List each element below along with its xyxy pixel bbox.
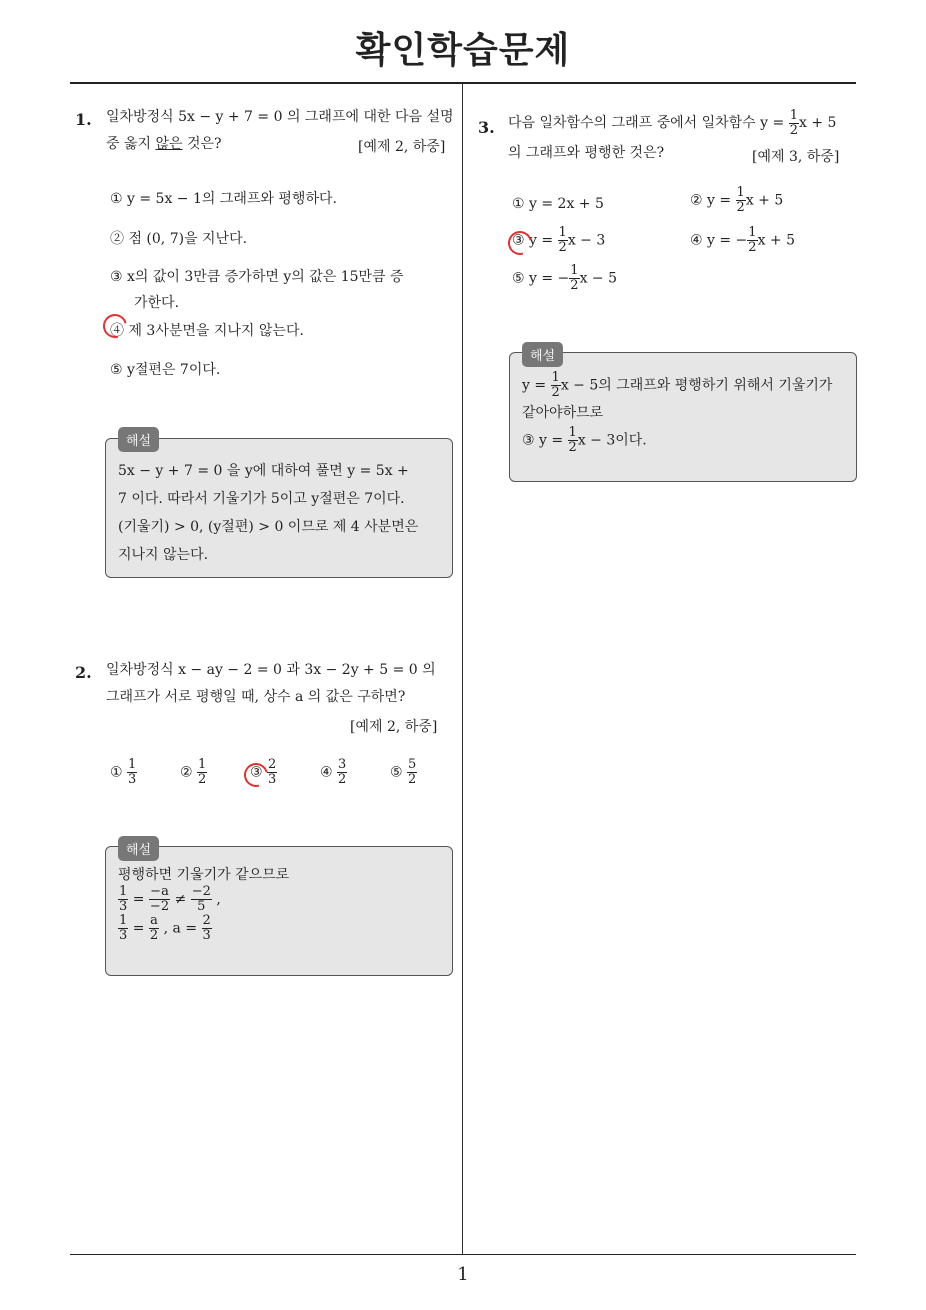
difficulty-tag: [예제 3, 하중] [752, 149, 840, 165]
question-number: 3. [478, 118, 495, 137]
fraction [267, 758, 277, 787]
equals: = [132, 891, 145, 908]
question-line: 일차방정식 x − ay − 2 = 0 과 3x − 2y + 5 = 0 의 [106, 662, 436, 678]
numerator: 3 [338, 757, 347, 772]
question-line: 그래프가 서로 평행일 때, 상수 a 의 값은 구하면? [106, 689, 406, 705]
numerator: 1 [128, 757, 137, 772]
solution-line: 평행하면 기울기가 같으므로 [118, 867, 290, 883]
text-part: ② y = [690, 192, 736, 209]
numerator: −2 [191, 884, 211, 899]
solution-line: 지나지 않는다. [118, 547, 209, 563]
fraction [191, 885, 212, 914]
option-5[interactable] [512, 264, 617, 293]
denominator: 3 [128, 772, 137, 787]
difficulty-tag: [예제 2, 하중] [358, 139, 446, 155]
fraction [197, 758, 207, 787]
option-3-cont: 가한다. [134, 295, 180, 311]
solution-line [522, 371, 852, 400]
underlined-word: 않은 [155, 136, 183, 152]
numerator: 2 [268, 757, 277, 772]
numerator: 1 [119, 913, 128, 928]
fraction [118, 885, 128, 914]
option-4[interactable] [690, 226, 795, 255]
solution-box [509, 352, 857, 482]
solution-line [522, 426, 852, 455]
solution-text [522, 371, 852, 455]
option-1[interactable]: ① y = 5x − 1의 그래프와 평행하다. [110, 191, 337, 207]
question-line: 것은? [182, 136, 222, 152]
numerator: 1 [748, 225, 757, 240]
text-part: ③ y = [522, 432, 568, 449]
numerator: 1 [570, 263, 579, 278]
solution-line [118, 885, 448, 914]
fraction [558, 226, 568, 255]
text-part: x + 5 [757, 232, 795, 249]
question-line [508, 108, 868, 138]
denominator: 5 [197, 899, 206, 914]
text-part: x + 5 [798, 115, 837, 131]
option-mark: ③ [250, 764, 263, 781]
option-mark: ④ [320, 764, 333, 781]
denominator: 2 [198, 772, 207, 787]
fraction [149, 914, 159, 943]
option-3[interactable]: ③ x의 값이 3만큼 증가하면 y의 값은 15만큼 증 [110, 269, 404, 285]
fraction [568, 426, 578, 455]
denominator: 2 [149, 928, 159, 943]
text-part: y = [522, 377, 551, 394]
page-number: 1 [457, 1264, 469, 1285]
question-number: 2. [75, 663, 92, 682]
option-1[interactable] [110, 758, 137, 787]
option-5[interactable] [390, 758, 417, 787]
comma: , [216, 891, 221, 908]
denominator: 2 [338, 772, 347, 787]
fraction [202, 914, 212, 943]
option-mark: ② [180, 764, 193, 781]
denominator: 3 [119, 928, 128, 943]
option-mark: ① [110, 764, 123, 781]
denominator: 3 [119, 899, 128, 914]
variable-a: , a = [163, 920, 198, 937]
text-part: x − 3 [567, 232, 606, 249]
column-divider [462, 84, 463, 1254]
denominator: 2 [568, 440, 577, 455]
bottom-rule [70, 1254, 856, 1255]
numerator: 1 [736, 185, 745, 200]
option-1[interactable]: ① y = 2x + 5 [512, 196, 604, 212]
question-number: 1. [75, 110, 92, 129]
option-2[interactable] [180, 758, 207, 787]
fraction [747, 226, 757, 255]
numerator: 5 [408, 757, 417, 772]
fraction [407, 758, 417, 787]
denominator: 2 [789, 122, 798, 138]
text-part: ④ y = − [690, 232, 748, 249]
fraction [149, 885, 170, 914]
solution-box [105, 846, 453, 976]
numerator: a [150, 913, 158, 928]
question-text [106, 657, 456, 711]
numerator: 1 [558, 225, 567, 240]
solution-line: 7 이다. 따라서 기울기가 5이고 y절편은 7이다. [118, 491, 405, 507]
difficulty-tag: [예제 2, 하중] [350, 719, 438, 735]
option-5[interactable]: ⑤ y절편은 7이다. [110, 362, 221, 378]
question-line: 중 옳지 [106, 136, 156, 152]
solution-tag: 해설 [522, 342, 563, 367]
text-part: x + 5 [745, 192, 784, 209]
option-mark: ⑤ [390, 764, 403, 781]
numerator: 1 [551, 370, 560, 385]
solution-line [118, 914, 448, 943]
solution-line: 5x − y + 7 = 0 을 y에 대하여 풀면 y = 5x + [118, 463, 409, 479]
page-title: 확인학습문제 [355, 30, 571, 71]
solution-line: (기울기) > 0, (y절편) > 0 이므로 제 4 사분면은 [118, 519, 419, 535]
fraction [337, 758, 347, 787]
numerator: 1 [119, 884, 128, 899]
fraction [569, 264, 579, 293]
fraction [736, 186, 746, 215]
fraction [118, 914, 128, 943]
denominator: 2 [551, 385, 560, 400]
numerator: 1 [198, 757, 207, 772]
numerator: −a [150, 884, 169, 899]
option-4[interactable] [320, 758, 347, 787]
question-line: 의 그래프와 평행한 것은? [508, 145, 665, 161]
denominator: 2 [558, 240, 567, 255]
option-2[interactable]: ② 점 (0, 7)을 지난다. [110, 231, 248, 247]
denominator: 2 [736, 200, 745, 215]
fraction [127, 758, 137, 787]
option-4[interactable]: ④ 제 3사분면을 지나지 않는다. [110, 323, 304, 339]
denominator: 2 [408, 772, 417, 787]
text-part: 다음 일차함수의 그래프 중에서 일차함수 y = [508, 115, 789, 131]
denominator: 2 [570, 278, 579, 293]
fraction [789, 109, 799, 138]
text-part: x − 3이다. [577, 432, 647, 449]
numerator: 1 [568, 425, 577, 440]
denominator: 3 [268, 772, 277, 787]
equals: = [132, 920, 145, 937]
numerator: 2 [202, 913, 211, 928]
denominator: −2 [149, 899, 170, 914]
solution-text [118, 865, 448, 943]
top-rule [70, 82, 856, 84]
not-equals: ≠ [174, 891, 187, 908]
text-part: x − 5의 그래프와 평행하기 위해서 기울기가 [560, 377, 833, 394]
text-part: ③ y = [512, 232, 558, 249]
text-part: ⑤ y = − [512, 270, 570, 287]
numerator: 1 [789, 107, 798, 123]
solution-line: 같아야하므로 [522, 405, 604, 421]
solution-box [105, 438, 453, 578]
question-line: 일차방정식 5x − y + 7 = 0 의 그래프에 대한 다음 설명 [106, 109, 454, 125]
solution-tag: 해설 [118, 427, 159, 452]
option-2[interactable] [690, 186, 783, 215]
fraction [551, 371, 561, 400]
denominator: 3 [202, 928, 211, 943]
denominator: 2 [748, 240, 757, 255]
solution-tag: 해설 [118, 836, 159, 861]
text-part: x − 5 [579, 270, 617, 287]
solution-text [118, 457, 448, 569]
